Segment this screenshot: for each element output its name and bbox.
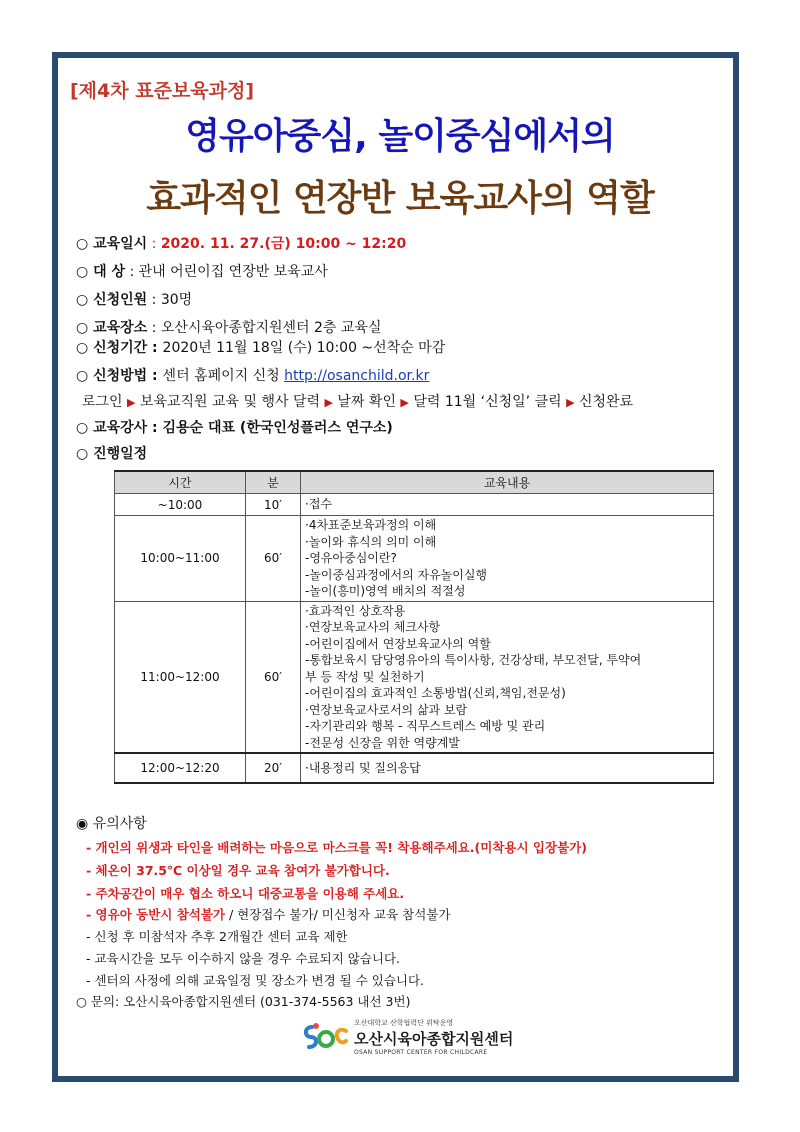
arrow-right-icon: ▶ <box>566 396 575 409</box>
title-line-2: 효과적인 연장반 보육교사의 역할 <box>146 178 654 219</box>
subtitle: [제4차 표준보육과정] <box>70 80 255 102</box>
note-change: - 센터의 사정에 의해 교육일정 및 장소가 변경 될 수 있습니다. <box>86 973 425 988</box>
arrow-right-icon: ▶ <box>127 396 136 409</box>
logo-name: 오산시육아종합지원센터 <box>354 1030 514 1048</box>
signup-steps: 로그인 ▶ 보육교직원 교육 및 행사 달력 ▶ 날짜 확인 ▶ 달력 11월 ‘신청일’ 클릭 ▶ 신청완료 <box>82 394 634 410</box>
info-instructor: ○ 교육강사 : 김용순 대표 (한국인성플러스 연구소) <box>76 420 393 436</box>
info-period: ○ 신청기간 : 2020년 11월 18일 (수) 10:00 ~선착순 마감 <box>76 340 446 356</box>
info-capacity: ○ 신청인원 : 30명 <box>76 292 193 308</box>
info-date: ○ 교육일시 : 2020. 11. 27.(금) 10:00 ~ 12:20 <box>76 236 407 252</box>
note-parking: - 주차공간이 매우 협소 하오니 대중교통을 이용해 주세요. <box>86 886 405 901</box>
center-logo <box>302 1018 513 1056</box>
notes-heading: ◉ 유의사항 <box>76 816 147 832</box>
contact-info: ○ 문의: 오산시육아종합지원센터 (031-374-5563 내선 3번) <box>76 994 411 1009</box>
info-location: ○ 교육장소 : 오산시육아종합지원센터 2층 교육실 <box>76 320 382 336</box>
info-target: ○ 대 상 : 관내 어린이집 연장반 보육교사 <box>76 264 328 280</box>
table-row: 11:00~12:00 60′ ·효과적인 상호작용 ·연장보육교사의 체크사항 -어린이집에서 연장보육교사의 역할 -통합보육시 담당영유아의 특이사항, 건강상태, 부모전달, 투약여 부 등 작성 및 실천하기 -어린이집의 효과적인 소통방법(신뢰,책임,전문성) ·연장보육교사로서의 삶과 보람 -자기관리와 행복 - 직무스트레스 예방 및 관리 -전문성 신장을 위한 역량계발 <box>115 601 714 753</box>
info-schedule-label: ○ 진행일정 <box>76 446 148 462</box>
note-no-show: - 신청 후 미참석자 추후 2개월간 센터 교육 제한 <box>86 929 348 944</box>
note-temperature: - 체온이 37.5℃ 이상일 경우 교육 참여가 불가합니다. <box>86 863 390 878</box>
col-header-content: 교육내용 <box>301 471 714 494</box>
table-row: 10:00~11:00 60′ ·4차표준보육과정의 이해 ·놀이와 휴식의 의미 이해 -영유아중심이란? -놀이중심과정에서의 자유놀이실행 -놀이(흥미)영역 배치의 적절성 <box>115 516 714 602</box>
title-line-1: 영유아중심, 놀이중심에서의 <box>185 116 615 157</box>
note-completion: - 교육시간을 모두 이수하지 않을 경우 수료되지 않습니다. <box>86 951 401 966</box>
col-header-minutes: 분 <box>246 471 301 494</box>
logo-english: OSAN SUPPORT CENTER FOR CHILDCARE <box>354 1049 488 1056</box>
info-method: ○ 신청방법 : 센터 홈페이지 신청 http://osanchild.or.kr <box>76 368 430 384</box>
homepage-link[interactable]: http://osanchild.or.kr <box>284 368 430 384</box>
arrow-right-icon: ▶ <box>400 396 409 409</box>
schedule-table <box>114 470 714 784</box>
col-header-time: 시간 <box>115 471 246 494</box>
note-companion: - 영유아 동반시 참석불가 / 현장접수 불가/ 미신청자 교육 참석불가 <box>86 907 451 922</box>
table-row: ~10:00 10′ ·접수 <box>115 494 714 516</box>
center-logo-icon <box>302 1021 350 1053</box>
arrow-right-icon: ▶ <box>324 396 333 409</box>
note-mask: - 개인의 위생과 타인을 배려하는 마음으로 마스크를 꼭! 착용해주세요.(미착용시 입장불가) <box>86 840 587 855</box>
table-row: 12:00~12:20 20′ ·내용정리 및 질의응답 <box>115 753 714 783</box>
table-header-row <box>115 471 714 494</box>
logo-operator: 오산대학교 산학협력단 위탁운영 <box>354 1019 454 1027</box>
